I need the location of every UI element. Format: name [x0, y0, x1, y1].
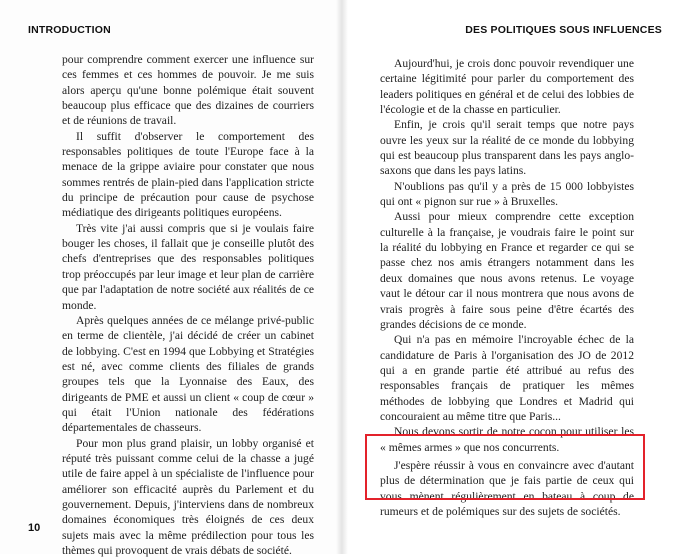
highlighted-paragraph: J'espère réussir à vous en convaincre avec d'autant plus de détermination que je fais partie de ceux qui vous mènent régulièrement en bateau à coup de rumeurs et de polémiques sur des sujets de sociétés.	[380, 458, 634, 518]
right-paragraph: N'oublions pas qu'il y a près de 15 000 lobbyistes qui ont « pignon sur rue » à Bruxelles.	[380, 179, 634, 209]
left-page	[0, 0, 342, 557]
book-gutter	[336, 0, 348, 554]
right-paragraph: Aussi pour mieux comprendre cette exception culturelle à la française, je voudrais faire le point sur la réalité du lobbying en France et regarder ce qui se passe chez nos amis étrangers notamment dans les deux domaines que nous avons retenus. Le voyage vaut le détour car il nous montrera que nous avons de vrais progrès à faire sous peine d'être écartés des grandes décisions de ce monde.	[380, 210, 634, 331]
right-paragraph: Qui n'a pas en mémoire l'incroyable échec de la candidature de Paris à l'organisation des JO de 2012 qui a en grande partie été attribué au refus des responsables français de pratiquer les mêmes méthodes de lobbying que Londres et Madrid qui concouraient au même titre que Paris...	[380, 333, 634, 423]
running-head-left: INTRODUCTION	[28, 24, 111, 36]
right-paragraph: Nous devons sortir de notre cocon pour utiliser les « mêmes armes » que nos concurrents.	[380, 425, 634, 454]
left-paragraph: Très vite j'ai aussi compris que si je voulais faire bouger les choses, il fallait que je conseille plutôt des chefs d'entreprises que des responsables politiques trop préoccupés par leur image et leur plan de carrière que par l'adaptation de notre société aux réalités de ce monde.	[62, 221, 314, 312]
highlight-box	[365, 434, 645, 500]
left-paragraph: Il suffit d'observer le comportement des responsables politiques de toute l'Europe face à la menace de la grippe aviaire pour constater que nous sommes rentrés de plain-pied dans l'application stricte du principe de précaution pour cause de psychose médiatique des dirigeants politiques européens.	[62, 129, 314, 220]
page-number: 10	[28, 522, 41, 534]
left-paragraph: Après quelques années de ce mélange privé-public en terme de clientèle, j'ai décidé de créer un cabinet de lobbying. C'est en 1994 que Lobbying et Stratégies est né, avec comme clients des filiales de grands groupes tels que la Lyonnaise des Eaux, des dirigeants de PME et aussi un client « coup de cœur » qui était l'Union nationale des fédérations départementales de chasseurs.	[62, 313, 314, 435]
right-page	[342, 0, 684, 554]
right-paragraph: Aujourd'hui, je crois donc pouvoir revendiquer une certaine légitimité pour parler du comportement des leaders politiques en général et de celui des lobbies de l'écologie et de la chasse en particulier.	[380, 57, 634, 117]
running-head-right: DES POLITIQUES SOUS INFLUENCES	[465, 24, 662, 36]
left-paragraph: Pour mon plus grand plaisir, un lobby organisé et réputé très puissant comme celui de la chasse a jugé utile de faire appel à un spécialiste de l'influence pour améliorer son efficacité auprès du Parlement et du gouvernement. Depuis, j'interviens dans de nombreux domaines économiques très éloignés de ces deux sujets mais avec la même prédilection pour tous les thèmes qui provoquent de vrais débats de société.	[62, 436, 314, 557]
right-paragraph: Enfin, je crois qu'il serait temps que notre pays ouvre les yeux sur la réalité de ce monde du lobbying qui est beaucoup plus transparent dans les pays anglo-saxons que dans les pays latins.	[380, 118, 634, 178]
left-page-text	[62, 52, 314, 558]
left-paragraph: pour comprendre comment exercer une influence sur ces femmes et ces hommes de pouvoir. Je me suis alors aperçu qu'une bonne polémique était souvent beaucoup plus efficace que des dizaines de courriers et de réunions de travail.	[62, 53, 314, 128]
